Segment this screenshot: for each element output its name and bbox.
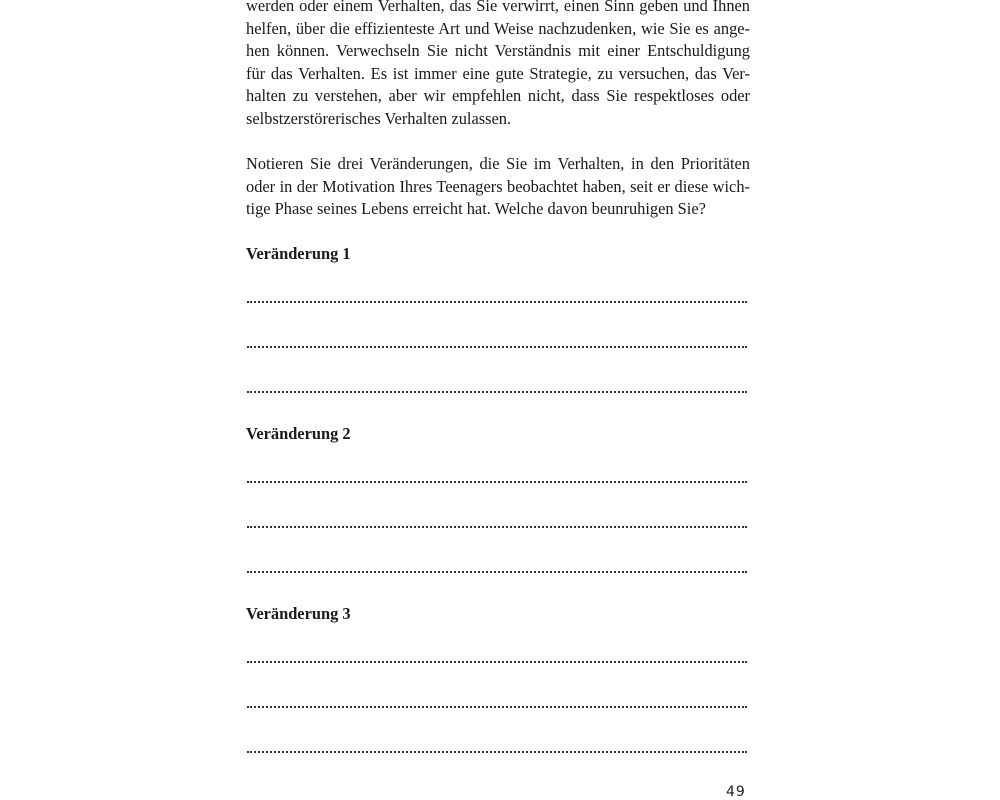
writing-line[interactable] [247, 653, 747, 663]
writing-line[interactable] [247, 563, 747, 573]
paragraph-1-line-5: halten zu verstehen, aber wir empfehlen nicht, dass Sie respektloses oder [246, 86, 750, 105]
section-3-heading: Veränderung 3 [246, 604, 351, 623]
writing-line[interactable] [247, 293, 747, 303]
paragraph-1-line-6: selbstzerstörerisches Verhalten zulassen. [246, 108, 512, 128]
section-2-heading: Veränderung 2 [246, 424, 351, 443]
page-number: 49 [726, 784, 746, 800]
paragraph-1-line-2: helfen, über die effizienteste Art und Weise nachzudenken, wie Sie es ange- [246, 18, 750, 38]
paragraph-1-line-4: für das Verhalten. Es ist immer eine gute Strategie, zu versuchen, das Ver- [246, 63, 750, 83]
writing-line[interactable] [247, 383, 747, 393]
section-1-heading: Veränderung 1 [246, 244, 351, 263]
writing-line[interactable] [247, 473, 747, 483]
paragraph-2-line-2: oder in der Motivation Ihres Teenagers beobachtet haben, seit er diese wich- [246, 176, 750, 196]
writing-line[interactable] [247, 698, 747, 708]
paragraph-2-line-3: tige Phase seines Lebens erreicht hat. Welche davon beunruhigen Sie? [246, 199, 706, 218]
writing-line[interactable] [247, 338, 747, 348]
paragraph-2-line-1: Notieren Sie drei Veränderungen, die Sie im Verhalten, in den Prioritäten [246, 154, 750, 173]
writing-line[interactable] [247, 518, 747, 528]
paragraph-1-line-3: hen können. Verwechseln Sie nicht Verständnis mit einer Entschuldigung [246, 41, 750, 60]
writing-line[interactable] [247, 743, 747, 753]
paragraph-1-line-1: werden oder einem Verhalten, das Sie verwirrt, einen Sinn geben und Ihnen [246, 0, 750, 15]
